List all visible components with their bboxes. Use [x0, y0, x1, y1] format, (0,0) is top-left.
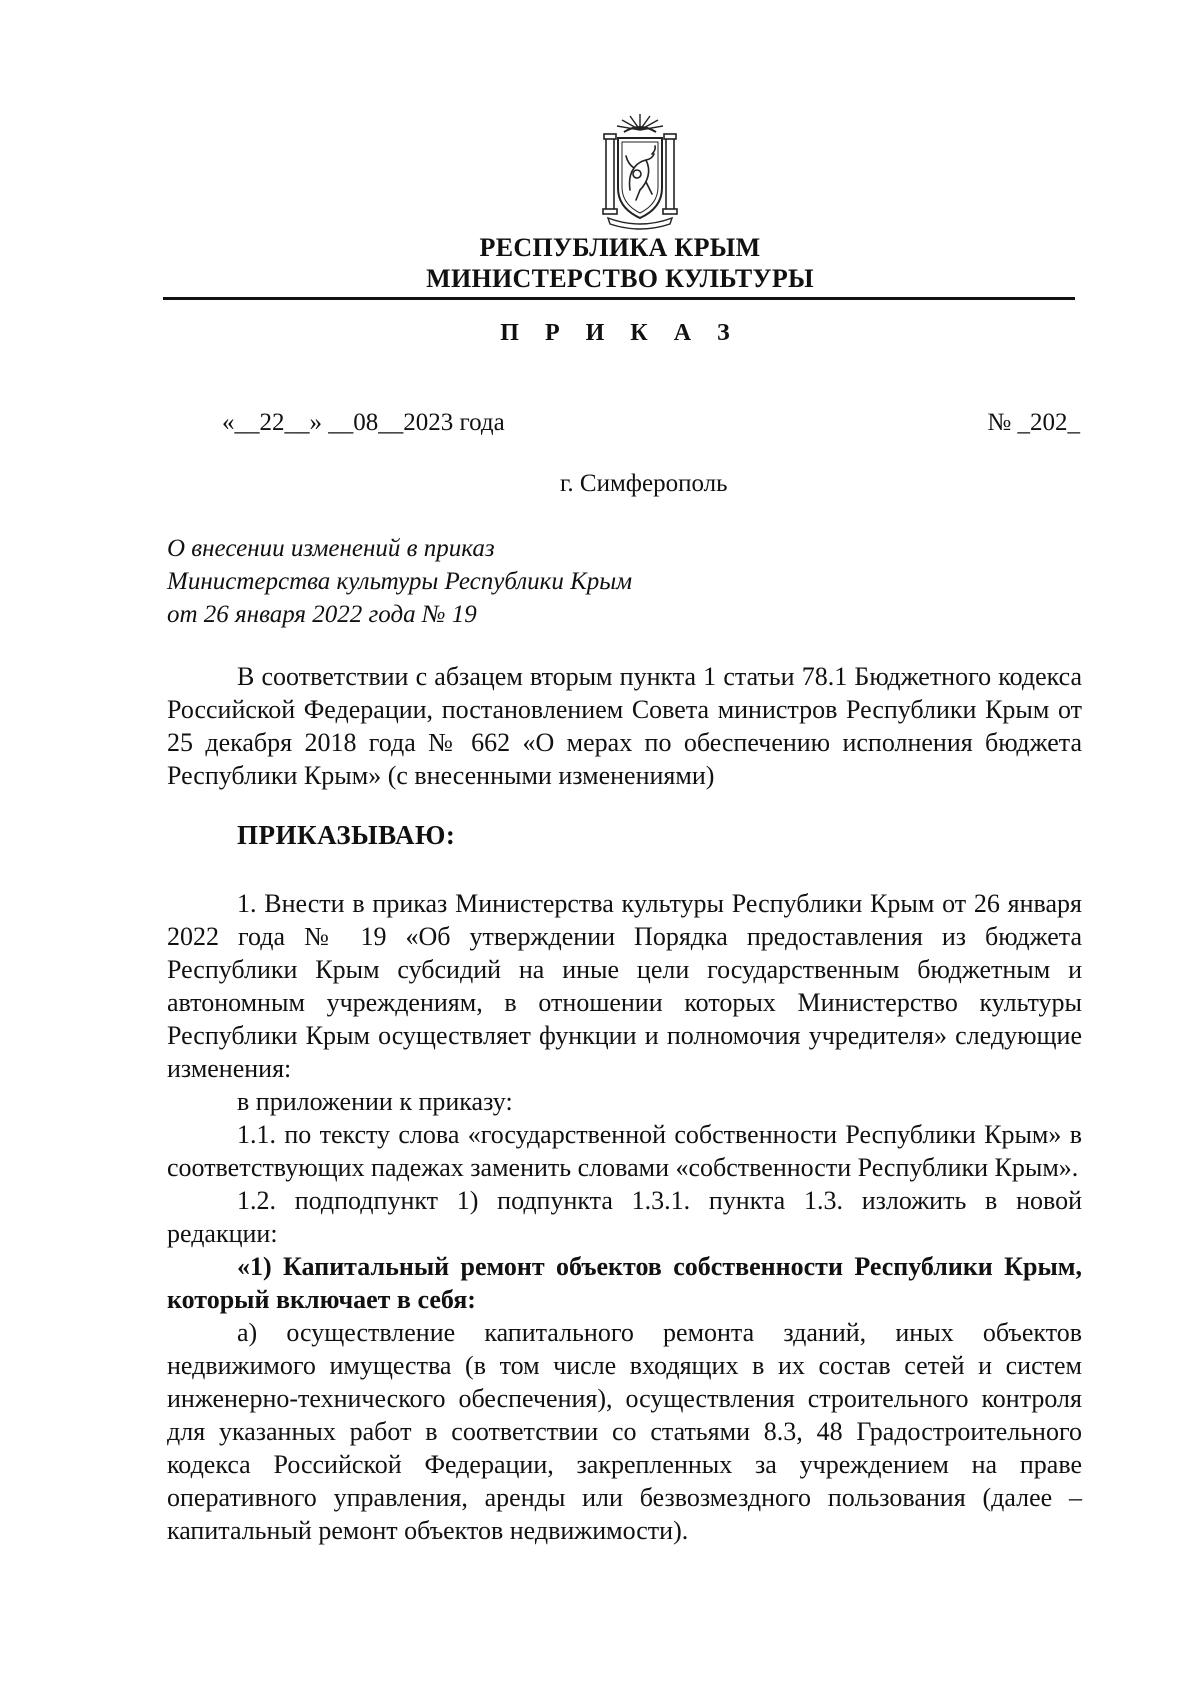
subject-line: от 26 января 2022 года № 19	[167, 601, 477, 628]
subject-line: О внесении изменений в приказ	[167, 535, 495, 562]
subject-line: Министерства культуры Республики Крым	[167, 568, 633, 595]
order-subject	[167, 532, 632, 631]
city: г. Симферополь	[560, 470, 728, 497]
header-divider	[163, 297, 1075, 300]
order-number: № _202_	[987, 409, 1080, 436]
document-title: П Р И К А З	[500, 320, 740, 346]
coat-of-arms-icon	[600, 110, 680, 230]
item-paragraph-annex: в приложении к приказу:	[237, 1087, 513, 1116]
item-paragraph-1-2: 1.2. подподпункт 1) подпункта 1.3.1. пункта 1.3. изложить в новой редакции:	[167, 1186, 1082, 1248]
preamble-paragraph: В соответствии с абзацем вторым пункта 1 статьи 78.1 Бюджетного кодекса Российской Федерации, постановлением Совета министров Республики Крым от 25 декабря 2018 года № 662 «О мерах по обеспечению исполнения бюджета Республики Крым» (с внесенными изменениями)	[167, 662, 1082, 790]
item-paragraph-1-1: 1.1. по тексту слова «государственной собственности Республики Крым» в соответствующих падежах заменить словами «собственности Республики Крым».	[167, 1120, 1082, 1182]
org-name-line2: МИНИСТЕРСТВО КУЛЬТУРЫ	[426, 264, 814, 293]
preamble-section	[167, 660, 1082, 792]
order-items	[167, 887, 1082, 1547]
order-heading: ПРИКАЗЫВАЮ:	[237, 820, 456, 850]
order-date: «__22__» __08__2023 года	[222, 409, 505, 436]
item-paragraph-1: 1. Внести в приказ Министерства культуры Республики Крым от 26 января 2022 года № 19 «Об утверждении Порядка предоставления из бюджета Республики Крым субсидий на иные цели государственным бюджетным и автономным учреждениям, в отношении которых Министерство культуры Республики Крым осуществляет функции и полномочия учредителя» следующие изменения:	[167, 889, 1082, 1083]
item-paragraph-a: а) осуществление капитального ремонта зданий, иных объектов недвижимого имущества (в том числе входящих в их состав сетей и систем инженерно-технического обеспечения), осуществления строительного контроля для указанных работ в соответствии со статьями 8.3, 48 Градостроительного кодекса Российской Федерации, закрепленных за учреждением на праве оперативного управления, аренды или безвозмездного пользования (далее – капитальный ремонт объектов недвижимости).	[167, 1318, 1082, 1545]
org-name-line1: РЕСПУБЛИКА КРЫМ	[479, 233, 761, 262]
item-paragraph-quoted-heading: «1) Капитальный ремонт объектов собственности Республики Крым, который включает в себя:	[167, 1252, 1082, 1314]
